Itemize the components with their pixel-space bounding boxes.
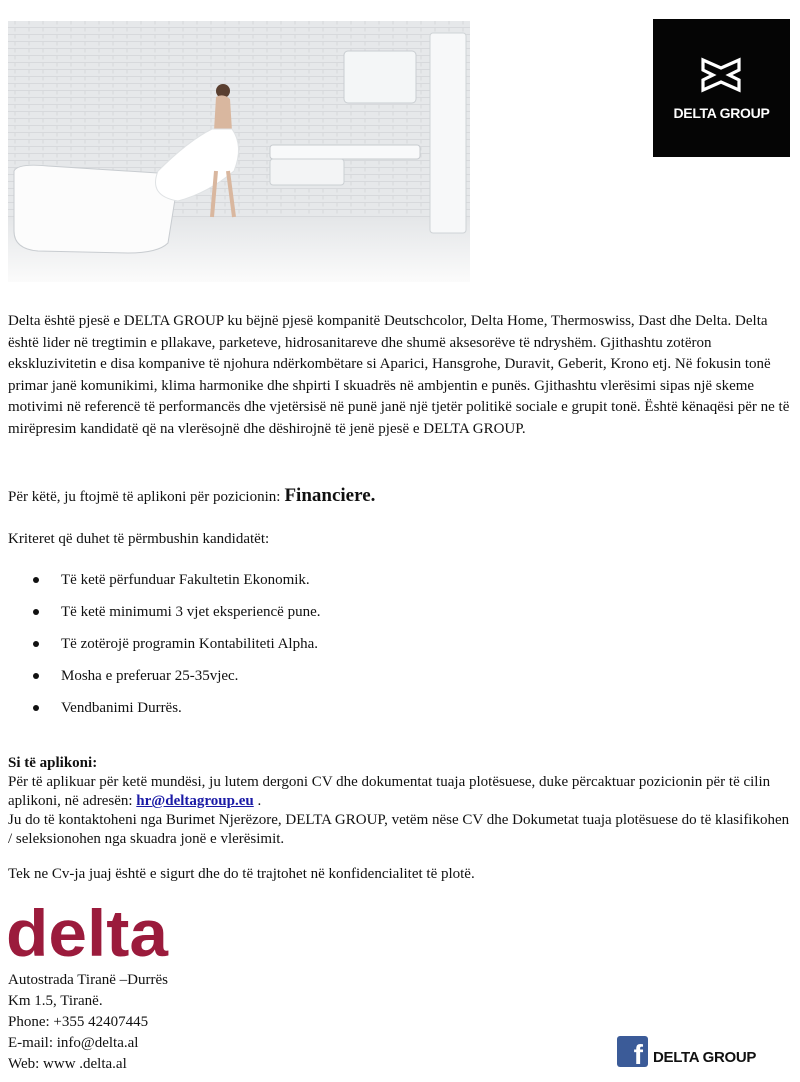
delta-group-logo-text: DELTA GROUP <box>673 105 770 121</box>
criteria-item <box>8 568 321 600</box>
bullet-icon <box>33 705 39 711</box>
web-line: Web: www .delta.al <box>8 1056 127 1072</box>
apply-text: Për të aplikuar për ketë mundësi, ju lutem dergoni CV dhe dokumentat tuaja plotësuese, duke përcaktuar pozicionin për të cilin aplikoni, në adresën: <box>8 774 771 809</box>
facebook-icon[interactable]: f <box>617 1036 648 1067</box>
delta-logo <box>6 898 171 965</box>
apply-text-end: . <box>253 793 262 809</box>
criteria-item <box>8 664 321 696</box>
delta-group-mark-icon <box>700 54 742 96</box>
criteria-item <box>8 632 321 664</box>
position-title: Financiere. <box>284 485 376 506</box>
position-line <box>8 485 375 507</box>
bullet-icon <box>33 641 39 647</box>
company-intro: Delta është pjesë e DELTA GROUP ku bëjnë pjesë kompanitë Deutschcolor, Delta Home, Thermoswiss, Dast dhe Delta. Delta është lider në tregtimin e pllakave, parketeve, hidrosanitareve dhe shumë aksesorëve të ndryshëm. Gjithashtu zotëron ekskluzivitetin e disa kompanive të njohura ndërkombëtare si Aparici, Hansgrohe, Duravit, Geberit, Krono etj. Në fokusin tonë primar janë komunikimi, klima harmonike dhe shpirti I skuadrës në ambjentin e punës. Gjithashtu vlerësimi sipas një skeme motivimi në referencë të performancës dhe vjetërsisë në punë janë një tjetër politikë sociale e grupit tonë. Është kënaqësi për ne të mirëpresim kandidatë që na vlerësojnë dhe dëshirojnë të jenë pjesë e DELTA GROUP. <box>8 313 790 437</box>
contact-details <box>8 970 168 1075</box>
bullet-icon <box>33 609 39 615</box>
address-line: Autostrada Tiranë –Durrës <box>8 972 168 988</box>
bullet-icon <box>33 673 39 679</box>
apply-email-link[interactable]: hr@deltagroup.eu <box>136 793 254 809</box>
apply-contact-note: Ju do të kontaktoheni nga Burimet Njerëzore, DELTA GROUP, vetëm nëse CV dhe Dokumetat tuaja plotësuese do të klasifikohen / seleksionohen nga skuadra jonë e vlerësimit. <box>8 812 790 847</box>
delta-wordmark <box>6 898 171 960</box>
confidentiality-note: Tek ne Cv-ja juaj është e sigurt dhe do të trajtohet në konfidencialitet të plotë. <box>8 866 475 882</box>
bullet-icon <box>33 577 39 583</box>
criteria-item <box>8 696 321 728</box>
phone-line: Phone: +355 42407445 <box>8 1014 149 1030</box>
criteria-item <box>8 600 321 632</box>
email-line: E-mail: info@delta.al <box>8 1035 139 1051</box>
delta-group-logo <box>653 19 790 157</box>
apply-heading: Si të aplikoni: <box>8 755 98 771</box>
apply-section <box>8 754 790 849</box>
hero-image <box>8 21 470 282</box>
criteria-item-text: Të zotërojë programin Kontabiliteti Alpha. <box>61 636 319 652</box>
criteria-item-text: Të ketë minimumi 3 vjet eksperiencë pune. <box>61 604 321 620</box>
criteria-item-text: Vendbanimi Durrës. <box>61 700 182 716</box>
criteria-list <box>8 568 321 728</box>
criteria-item-text: Mosha e preferuar 25-35vjec. <box>61 668 239 684</box>
apply-instructions <box>8 773 790 811</box>
delta-wordmark-text: delta <box>6 898 170 960</box>
address-line: Km 1.5, Tiranë. <box>8 993 103 1009</box>
facebook-page-name[interactable]: DELTA GROUP <box>653 1049 757 1066</box>
criteria-item-text: Të ketë përfunduar Fakultetin Ekonomik. <box>61 572 310 588</box>
criteria-title: Kriteret që duhet të përmbushin kandidatët: <box>8 531 270 547</box>
position-lead: Për këtë, ju ftojmë të aplikoni për pozicionin: <box>8 489 281 505</box>
bathroom-illustration <box>8 21 470 282</box>
